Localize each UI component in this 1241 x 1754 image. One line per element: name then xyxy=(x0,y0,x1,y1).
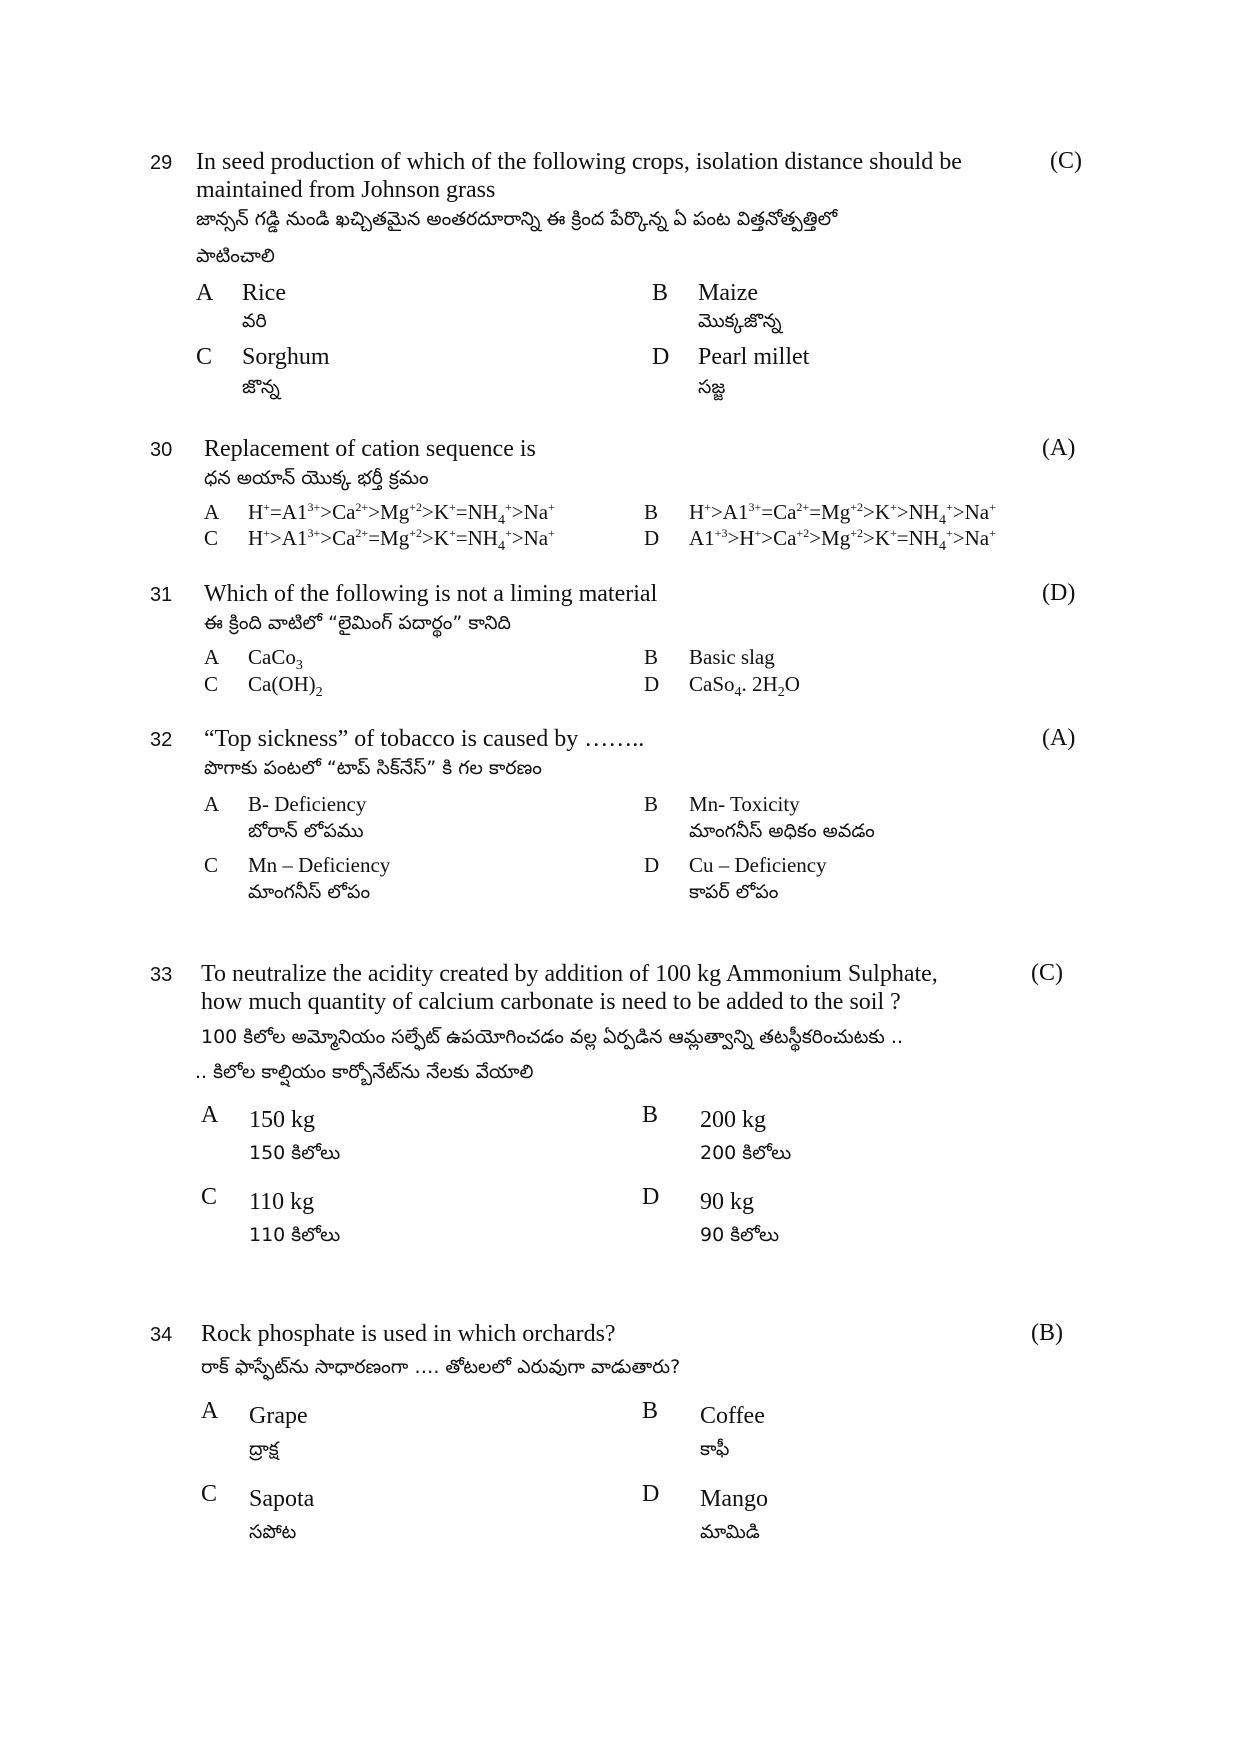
option-letter: A xyxy=(204,645,220,669)
option-text-telugu: 150 కిలోలు xyxy=(249,1142,341,1164)
option-text: Coffee xyxy=(700,1403,765,1429)
question-text: In seed production of which of the following crops, isolation distance should be xyxy=(196,149,962,175)
option-text: 110 kg xyxy=(249,1189,315,1215)
option-text-telugu: మామిడి xyxy=(700,1521,760,1543)
question-text: Replacement of cation sequence is xyxy=(204,436,536,462)
option-text: Basic slag xyxy=(689,645,775,669)
option-letter: C xyxy=(201,1481,218,1507)
option-letter: D xyxy=(644,853,660,877)
option-text: Sapota xyxy=(249,1486,315,1512)
option-text-telugu: 200 కిలోలు xyxy=(700,1142,792,1164)
option-text-telugu: 90 కిలోలు xyxy=(700,1224,780,1246)
option-letter: D xyxy=(642,1184,660,1210)
option-text-telugu: మాంగనీస్ లోపం xyxy=(248,881,371,903)
option-text-telugu: కాఫీ xyxy=(700,1438,730,1460)
option-text: Sorghum xyxy=(242,344,330,370)
answer-key: (B) xyxy=(1031,1320,1063,1346)
option-text-telugu: 110 కిలోలు xyxy=(249,1224,341,1246)
option-text-telugu: వరి xyxy=(242,310,267,332)
option-letter: C xyxy=(204,853,219,877)
option-text: CaSo$_4$. $2H_2O$ xyxy=(689,672,800,701)
option-text: CaCo$_3$ xyxy=(248,645,303,674)
option-text: Pearl millet xyxy=(698,344,810,370)
question-text-telugu: ఈ క్రింది వాటిలో “లైమింగ్ పదార్థం” కానిది xyxy=(204,612,511,634)
option-text-telugu: కాపర్ లోపం xyxy=(689,881,779,903)
answer-key: (A) xyxy=(1042,435,1076,461)
option-text: Mango xyxy=(700,1486,768,1512)
option-letter: B xyxy=(644,792,659,816)
option-text: 90 kg xyxy=(700,1189,754,1215)
question-text-telugu: 100 కిలోల అమ్మోనియం సల్ఫేట్ ఉపయోగించడం వల్ల ఏర్పడిన ఆమ్లత్వాన్ని తటస్థీకరించుటకు .. xyxy=(201,1026,903,1048)
option-letter: D xyxy=(652,344,670,370)
question-text-telugu: .. కిలోల కాల్షియం కార్బోనేట్‌ను నేలకు వేయాలి xyxy=(195,1061,534,1083)
option-text: $H^+>A1^{3+}>Ca^{2+}=Mg^{+2}>K^+=NH_4^+>Na^+$ xyxy=(248,526,555,555)
option-text-telugu: సపోట xyxy=(249,1521,297,1543)
option-letter: B xyxy=(644,500,659,524)
option-text-telugu: మొక్కజొన్న xyxy=(698,310,782,332)
option-text: B- Deficiency xyxy=(248,792,367,816)
question-number: 29 xyxy=(150,152,173,174)
option-letter: B xyxy=(652,280,669,306)
option-text-telugu: ద్రాక్ష xyxy=(249,1438,279,1460)
question-text-telugu: రాక్ ఫాస్ఫేట్‌ను సాధారణంగా …. తోటలలో ఎరువుగా వాడుతారు? xyxy=(201,1356,681,1378)
question-text: maintained from Johnson grass xyxy=(196,177,496,203)
option-letter: C xyxy=(196,344,213,370)
option-text: $H^+>A1^{3+}=Ca^{2+}=Mg^{+2}>K^+>NH_4^+>Na^+$ xyxy=(689,500,996,529)
option-letter: B xyxy=(642,1398,659,1424)
question-text: Rock phosphate is used in which orchards? xyxy=(201,1321,616,1347)
option-text: $H^+=A1^{3+}>Ca^{2+}>Mg^{+2}>K^+=NH_4^+>Na^+$ xyxy=(248,500,555,529)
option-text: $A1^{+3}>H^+>Ca^{+2}>Mg^{+2}>K^+=NH_4^+>Na^+$ xyxy=(689,526,996,555)
answer-key: (A) xyxy=(1042,725,1076,751)
option-text: Mn – Deficiency xyxy=(248,853,391,877)
question-text-telugu: జాన్సన్ గడ్డి నుండి ఖచ్చితమైన అంతరదూరాన్ని ఈ క్రింద పేర్కొన్న ఏ పంట విత్తనోత్పత్తిలో xyxy=(196,208,838,230)
option-letter: D xyxy=(644,526,660,550)
option-letter: B xyxy=(642,1102,659,1128)
option-text: 200 kg xyxy=(700,1107,766,1133)
option-text: Maize xyxy=(698,280,758,306)
option-letter: D xyxy=(644,672,660,696)
option-letter: A xyxy=(201,1398,219,1424)
option-text: 150 kg xyxy=(249,1107,315,1133)
question-text: Which of the following is not a liming material xyxy=(204,581,658,607)
option-letter: C xyxy=(201,1184,218,1210)
answer-key: (D) xyxy=(1042,580,1076,606)
question-number: 31 xyxy=(150,584,173,606)
option-letter: B xyxy=(644,645,659,669)
question-text: how much quantity of calcium carbonate is need to be added to the soil ? xyxy=(201,989,901,1015)
answer-key: (C) xyxy=(1050,148,1082,174)
option-letter: A xyxy=(201,1102,219,1128)
option-text-telugu: జొన్న xyxy=(242,376,280,398)
question-text: To neutralize the acidity created by addition of 100 kg Ammonium Sulphate, xyxy=(201,961,938,987)
option-text-telugu: మాంగనీస్ అధికం అవడం xyxy=(689,820,875,842)
option-letter: C xyxy=(204,672,219,696)
answer-key: (C) xyxy=(1031,960,1063,986)
option-letter: A xyxy=(204,792,220,816)
option-letter: D xyxy=(642,1481,660,1507)
question-text-telugu: పొగాకు పంటలో “టాప్ సిక్‌నేస్” కి గల కారణం xyxy=(204,757,542,779)
question-text-telugu: పాటించాలి xyxy=(196,245,275,267)
question-text-telugu: ధన అయాన్ యొక్క భర్తీ క్రమం xyxy=(204,467,429,489)
option-text: $Ca(OH)_2$ xyxy=(248,672,323,701)
question-number: 32 xyxy=(150,729,173,751)
option-text-telugu: సజ్జ xyxy=(698,376,726,398)
question-number: 34 xyxy=(150,1324,173,1346)
option-letter: A xyxy=(196,280,214,306)
option-text: Mn- Toxicity xyxy=(689,792,800,816)
option-letter: A xyxy=(204,500,220,524)
option-letter: C xyxy=(204,526,219,550)
option-text: Rice xyxy=(242,280,286,306)
question-number: 33 xyxy=(150,964,173,986)
question-text: “Top sickness” of tobacco is caused by …….. xyxy=(204,726,645,752)
option-text-telugu: బోరాన్ లోపము xyxy=(248,820,364,842)
question-number: 30 xyxy=(150,439,173,461)
option-text: Grape xyxy=(249,1403,308,1429)
option-text: Cu – Deficiency xyxy=(689,853,827,877)
